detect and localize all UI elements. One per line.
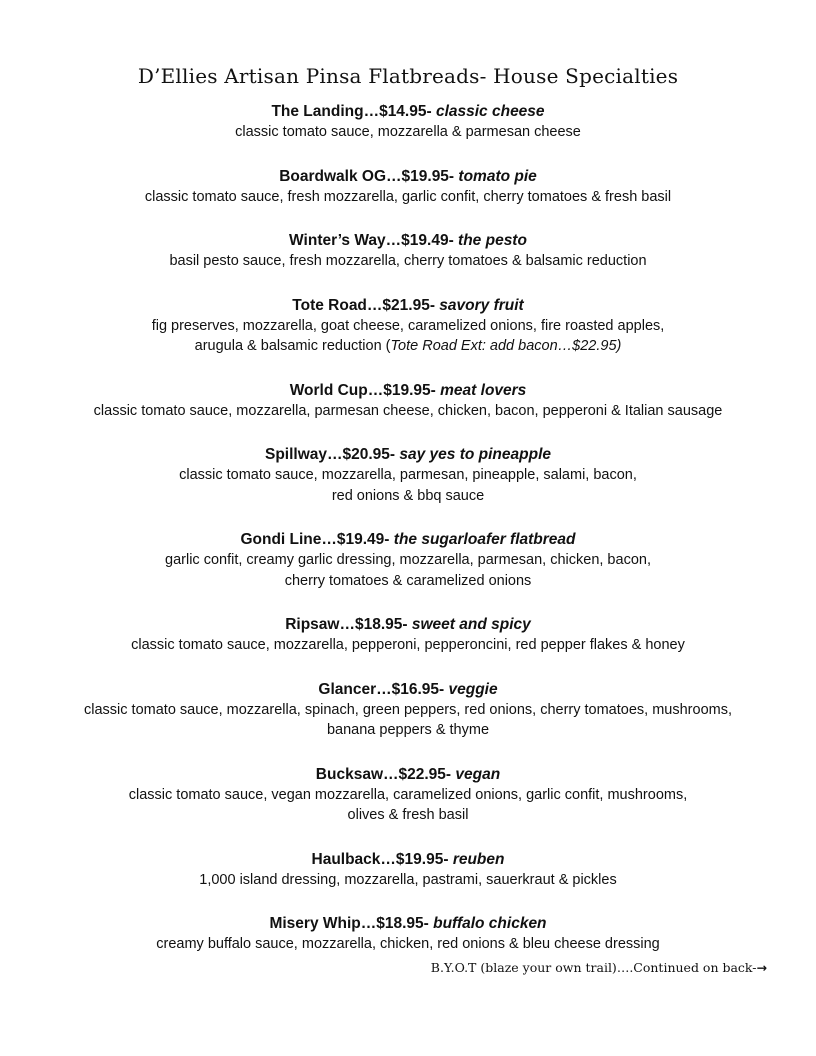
item-tagline: tomato pie bbox=[458, 167, 537, 185]
item-tagline: reuben bbox=[452, 850, 505, 868]
item-tagline: the pesto bbox=[458, 232, 527, 249]
item-tagline: veggie bbox=[448, 680, 498, 698]
item-description: arugula & balsamic reduction ( bbox=[194, 338, 391, 354]
menu-item bbox=[0, 380, 816, 445]
menu-title: D’Ellies Artisan Pinsa Flatbreads- House Specialties bbox=[137, 64, 679, 89]
item-name-price: Winter’s Way…$19.49- bbox=[289, 232, 454, 249]
item-name-price: World Cup…$19.95- bbox=[289, 381, 436, 399]
menu-item bbox=[0, 166, 816, 231]
continued-note bbox=[431, 958, 767, 978]
item-name-price: The Landing…$14.95- bbox=[271, 103, 432, 120]
item-description: banana peppers & thyme bbox=[326, 722, 490, 738]
item-description: 1,000 island dressing, mozzarella, pastrami, sauerkraut & pickles bbox=[199, 871, 617, 888]
item-description: classic tomato sauce, mozzarella, parmesan, pineapple, salami, bacon, bbox=[179, 467, 637, 483]
item-name-price: Misery Whip…$18.95- bbox=[269, 915, 429, 932]
arrow-right-icon: → bbox=[756, 960, 767, 975]
item-name-price: Tote Road…$21.95- bbox=[292, 296, 435, 314]
item-tagline: savory fruit bbox=[439, 296, 524, 314]
item-description: classic tomato sauce, mozzarella, pepperoni, pepperoncini, red pepper flakes & honey bbox=[131, 637, 685, 653]
item-tagline: the sugarloafer flatbread bbox=[393, 531, 576, 548]
menu-item bbox=[0, 679, 816, 764]
item-tagline: buffalo chicken bbox=[433, 915, 547, 932]
menu-item bbox=[0, 764, 816, 849]
menu-item bbox=[0, 101, 816, 166]
item-description: classic tomato sauce, mozzarella, parmesan cheese, chicken, bacon, pepperoni & Italian sausage bbox=[93, 402, 723, 419]
item-description: creamy buffalo sauce, mozzarella, chicken, red onions & bleu cheese dressing bbox=[156, 936, 660, 952]
menu-item bbox=[0, 295, 816, 380]
menu-item bbox=[0, 444, 816, 529]
item-description: red onions & bbq sauce bbox=[331, 487, 485, 504]
menu-item bbox=[0, 913, 816, 955]
item-tagline: say yes to pineapple bbox=[399, 446, 552, 463]
item-description: olives & fresh basil bbox=[347, 807, 469, 823]
item-name-price: Gondi Line…$19.49- bbox=[240, 531, 390, 548]
item-name-price: Bucksaw…$22.95- bbox=[315, 765, 452, 783]
item-tagline: sweet and spicy bbox=[411, 616, 531, 633]
item-option-note: Tote Road Ext: add bacon…$22.95) bbox=[390, 338, 622, 354]
item-description: fig preserves, mozzarella, goat cheese, caramelized onions, fire roasted apples, bbox=[151, 317, 665, 334]
item-description: cherry tomatoes & caramelized onions bbox=[284, 572, 532, 589]
item-description: classic tomato sauce, vegan mozzarella, caramelized onions, garlic confit, mushrooms, bbox=[128, 786, 688, 803]
item-description: garlic confit, creamy garlic dressing, mozzarella, parmesan, chicken, bacon, bbox=[165, 552, 651, 568]
item-tagline: vegan bbox=[455, 765, 501, 783]
item-name-price: Boardwalk OG…$19.95- bbox=[279, 167, 455, 185]
item-tagline: meat lovers bbox=[440, 381, 527, 399]
item-name-price: Haulback…$19.95- bbox=[311, 850, 449, 868]
item-name-price: Ripsaw…$18.95- bbox=[285, 616, 408, 633]
item-name-price: Glancer…$16.95- bbox=[318, 680, 445, 698]
item-description: classic tomato sauce, fresh mozzarella, garlic confit, cherry tomatoes & fresh basil bbox=[144, 188, 672, 205]
item-name-price: Spillway…$20.95- bbox=[264, 446, 396, 463]
item-description: classic tomato sauce, mozzarella & parmesan cheese bbox=[235, 124, 581, 140]
menu-item bbox=[0, 849, 816, 914]
continued-note-text: B.Y.O.T (blaze your own trail)….Continued on back- bbox=[430, 960, 757, 975]
menu-item bbox=[0, 614, 816, 679]
item-description: basil pesto sauce, fresh mozzarella, cherry tomatoes & balsamic reduction bbox=[169, 253, 647, 269]
item-tagline: classic cheese bbox=[435, 103, 545, 120]
menu-item bbox=[0, 529, 816, 614]
menu-item bbox=[0, 230, 816, 295]
menu-list bbox=[0, 101, 816, 955]
item-description: classic tomato sauce, mozzarella, spinach, green peppers, red onions, cherry tomatoes, mushrooms, bbox=[84, 701, 732, 718]
